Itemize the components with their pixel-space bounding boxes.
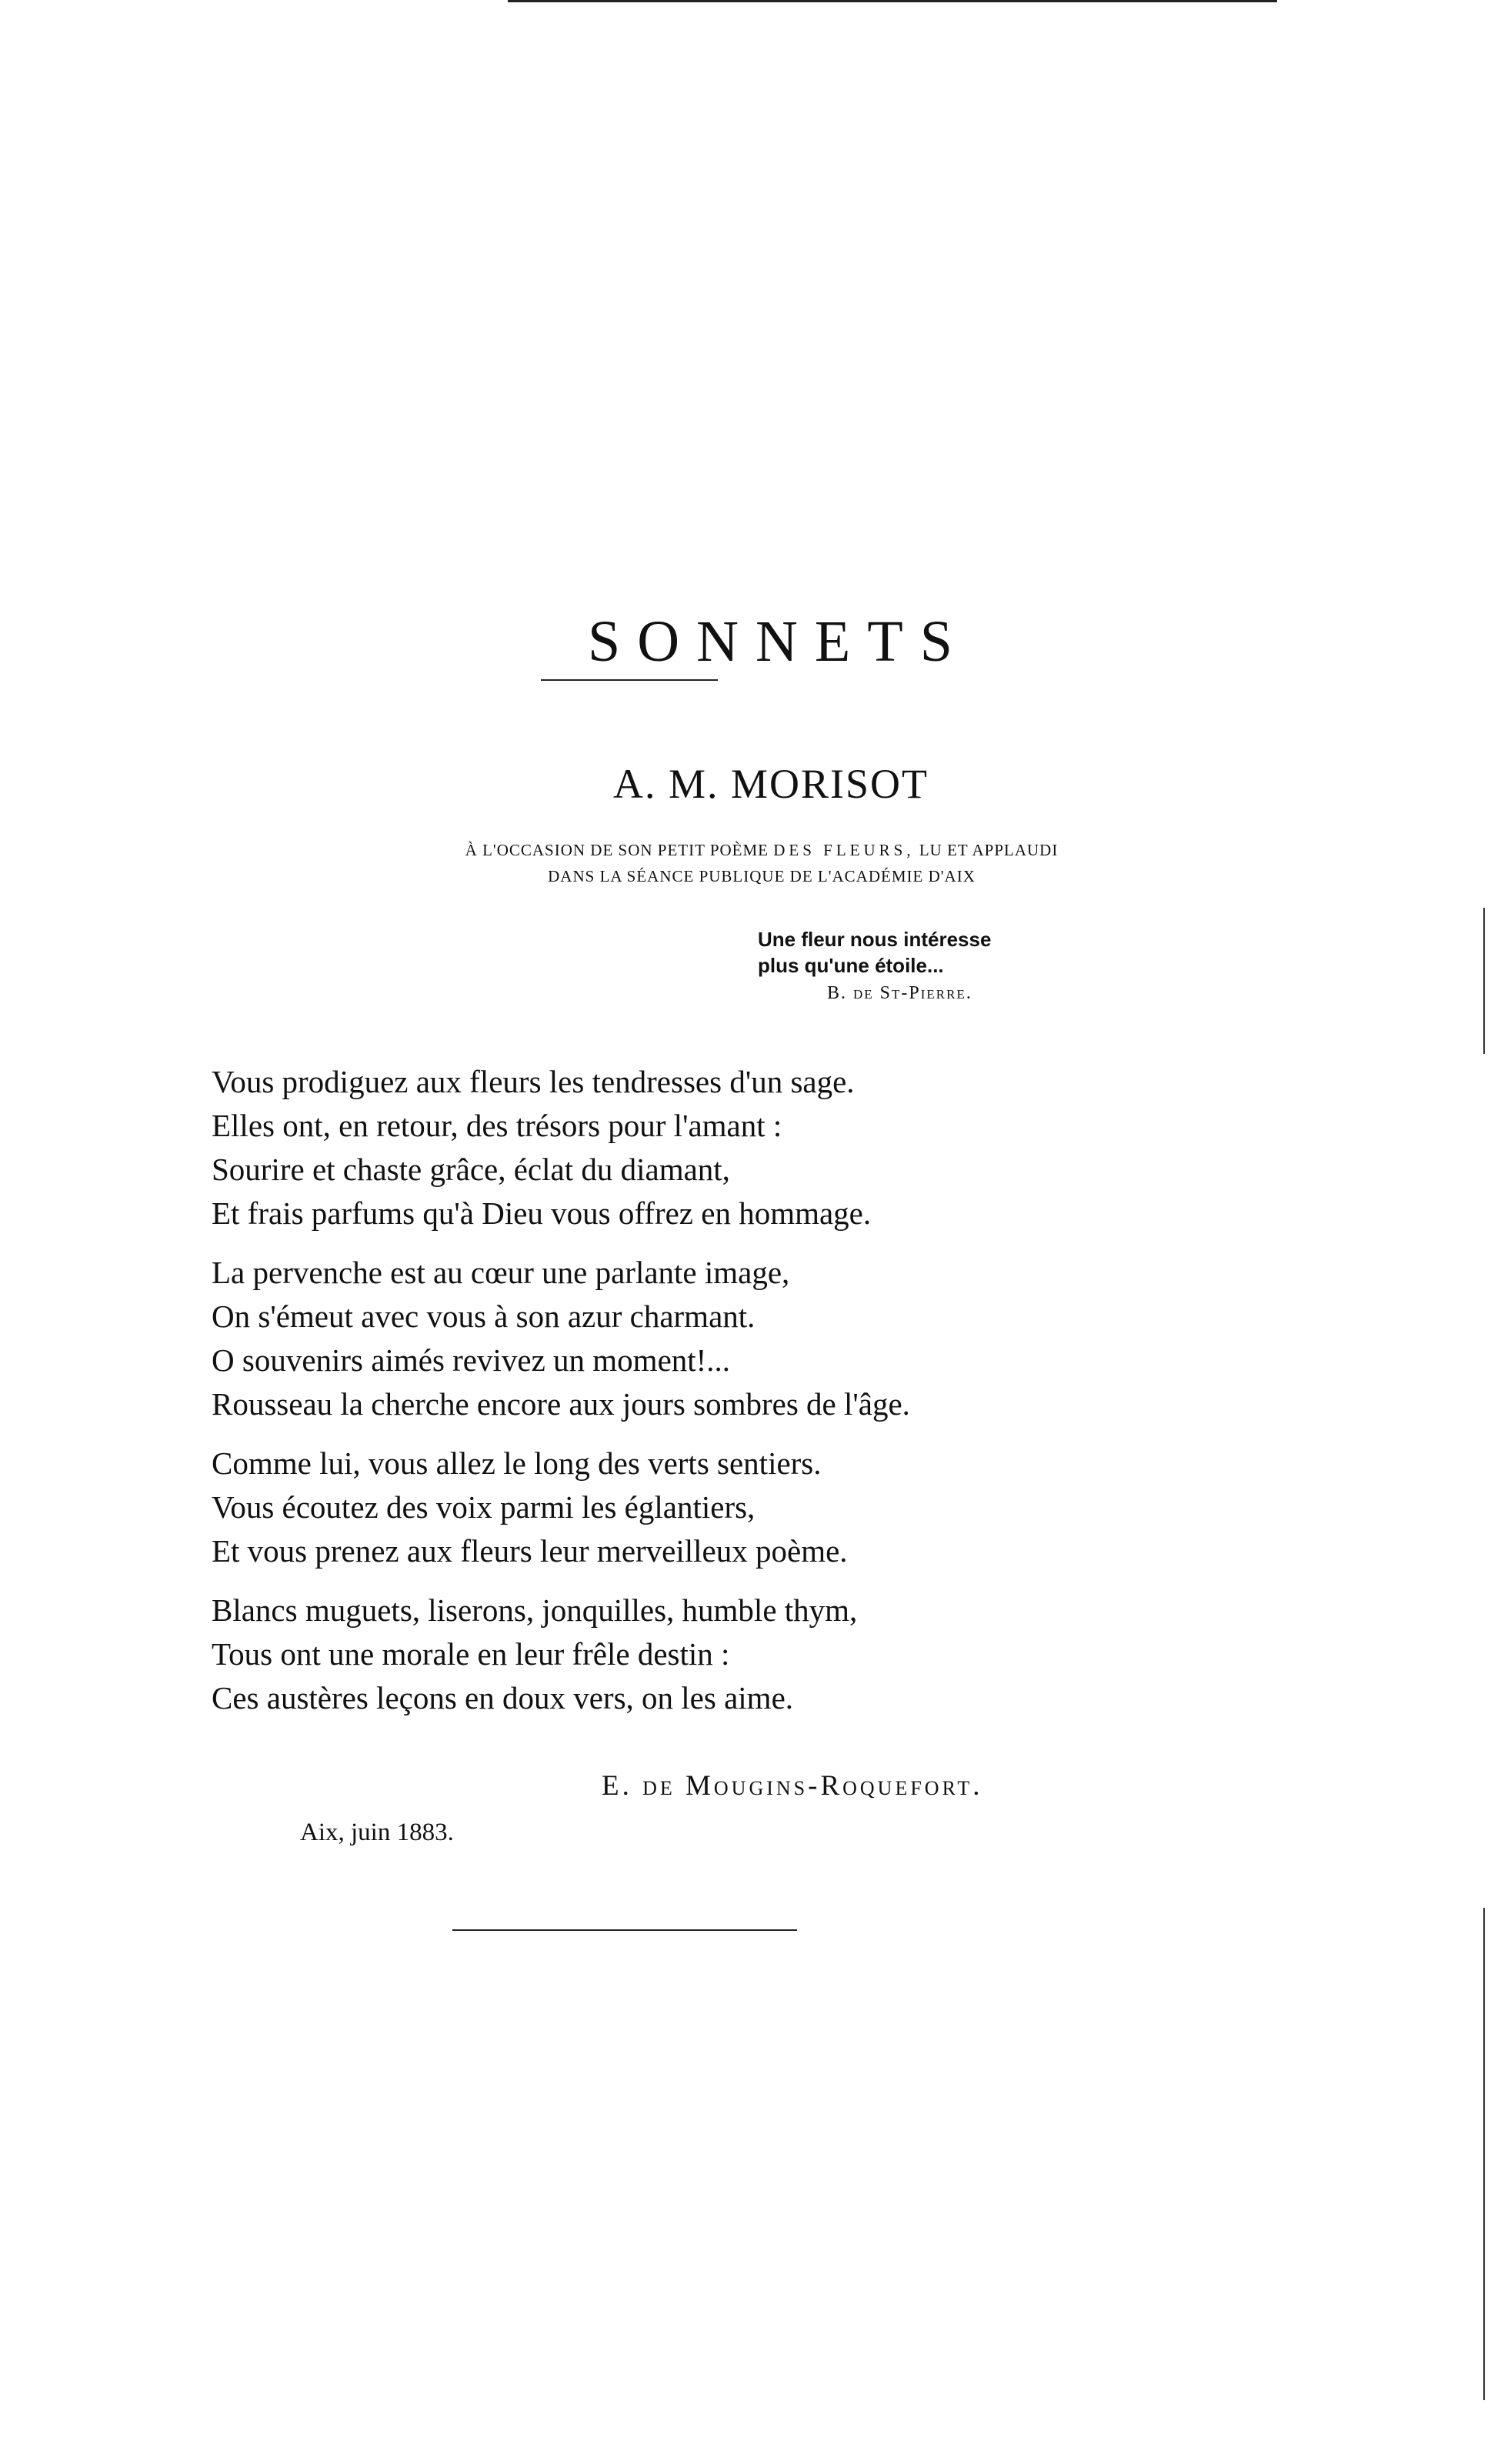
occasion-text: À L'OCCASION DE SON PETIT POÈME bbox=[465, 841, 769, 859]
verse-line: Comme lui, vous allez le long des verts sentiers. bbox=[212, 1445, 822, 1481]
page-title: SONNETS bbox=[587, 608, 970, 674]
title-divider bbox=[541, 679, 718, 681]
verse-line: Sourire et chaste grâce, éclat du diamant, bbox=[212, 1152, 730, 1187]
occasion-line-2: DANS LA SÉANCE PUBLIQUE DE L'ACADÉMIE D'AIX bbox=[548, 867, 976, 885]
quatrain-2 bbox=[212, 1251, 1212, 1426]
verse-line: Ces austères leçons en doux vers, on les aime. bbox=[212, 1680, 794, 1715]
verse-line: La pervenche est au cœur une parlante image, bbox=[212, 1255, 790, 1290]
place-date: Aix, juin 1883. bbox=[300, 1819, 454, 1846]
verse-line: O souvenirs aimés revivez un moment!... bbox=[212, 1342, 731, 1378]
poem-title-reference: DES FLEURS, bbox=[773, 841, 915, 859]
tercet-2 bbox=[212, 1589, 1212, 1720]
dedication-heading: A. M. MORISOT bbox=[612, 761, 929, 807]
verse-line: Tous ont une morale en leur frêle destin : bbox=[212, 1636, 730, 1672]
scan-margin-mark bbox=[1483, 1908, 1485, 2400]
verse-line: Vous écoutez des voix parmi les églantiers, bbox=[212, 1489, 756, 1525]
epigraph-line: plus qu'une étoile... bbox=[758, 954, 944, 977]
occasion-text: LU ET APPLAUDI bbox=[919, 841, 1059, 859]
scan-margin-mark bbox=[1483, 908, 1485, 1054]
verse-line: Vous prodiguez aux fleurs les tendresses d'un sage. bbox=[212, 1064, 855, 1099]
occasion-note bbox=[308, 837, 1216, 889]
quatrain-1 bbox=[212, 1060, 1212, 1235]
verse-line: Elles ont, en retour, des trésors pour l'amant : bbox=[212, 1108, 782, 1143]
tercet-1 bbox=[212, 1442, 1212, 1573]
verse-line: On s'émeut avec vous à son azur charmant. bbox=[212, 1299, 756, 1334]
epigraph bbox=[758, 926, 991, 979]
epigraph-line: Une fleur nous intéresse bbox=[758, 928, 992, 951]
sonnet-text bbox=[212, 1060, 1212, 1735]
occasion-line-1 bbox=[308, 837, 1216, 863]
verse-line: Blancs muguets, liserons, jonquilles, humble thym, bbox=[212, 1592, 858, 1628]
closing-divider bbox=[452, 1929, 797, 1931]
scan-edge-line bbox=[508, 0, 1277, 2]
verse-line: Et frais parfums qu'à Dieu vous offrez en hommage. bbox=[212, 1195, 872, 1231]
verse-line: Rousseau la cherche encore aux jours sombres de l'âge. bbox=[212, 1386, 910, 1422]
verse-line: Et vous prenez aux fleurs leur merveilleux poème. bbox=[212, 1533, 848, 1569]
epigraph-author: B. de St-Pierre. bbox=[827, 983, 972, 1003]
author-signature: E. de Mougins-Roquefort. bbox=[602, 1770, 983, 1802]
